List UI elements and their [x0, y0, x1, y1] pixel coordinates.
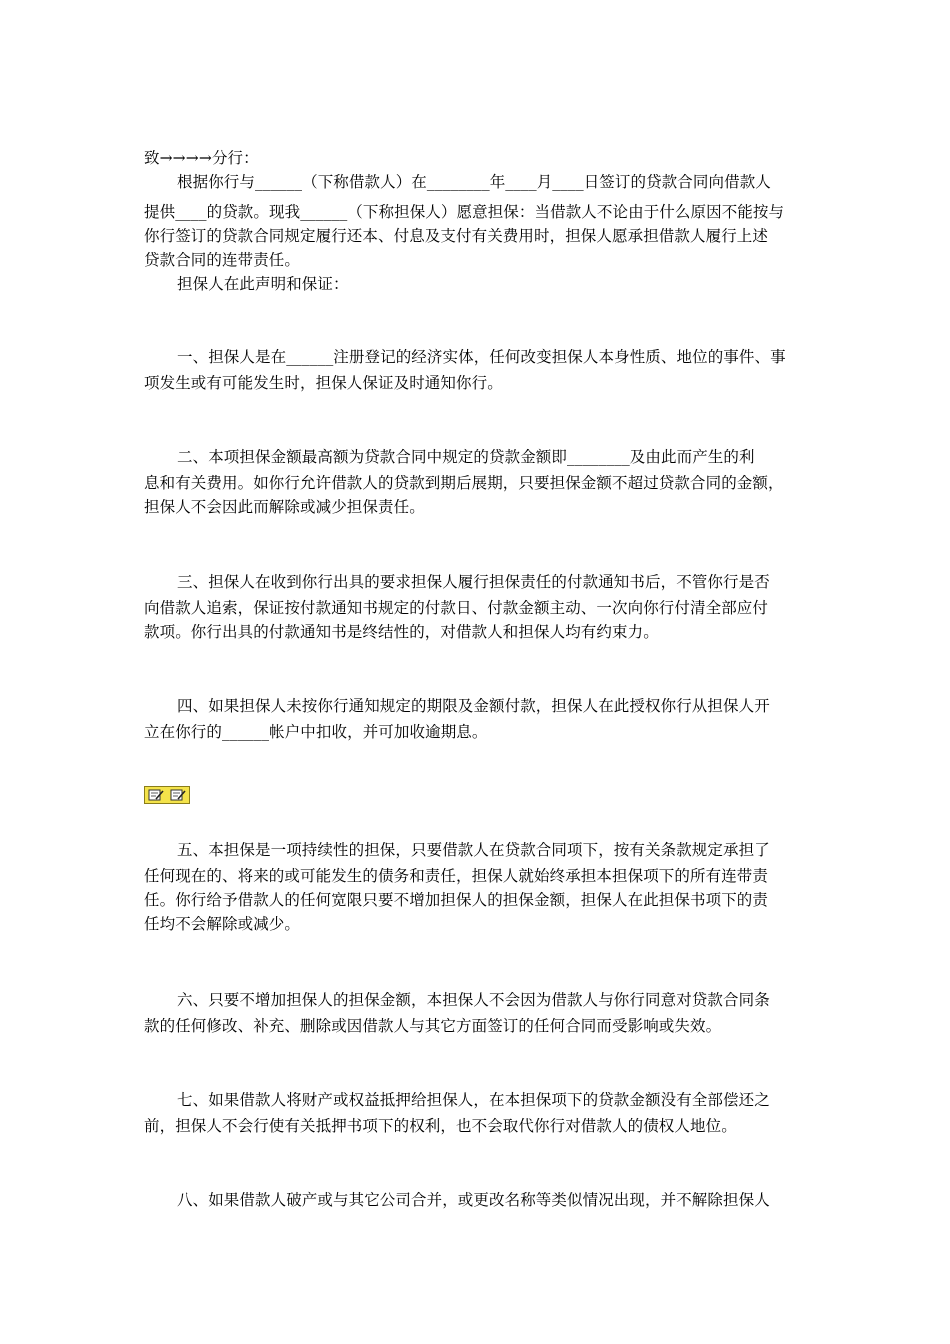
- intro-line-3: 你行签订的贷款合同规定履行还本、付息及支付有关费用时，担保人愿承担借款人履行上述: [144, 227, 769, 245]
- clause-8-line-1: 八、如果借款人破产或与其它公司合并，或更改名称等类似情况出现，并不解除担保人: [177, 1191, 770, 1209]
- clause-4-line-1: 四、如果担保人未按你行通知规定的期限及金额付款，担保人在此授权你行从担保人开: [177, 697, 770, 715]
- clause-2-line-2: 息和有关费用。如你行允许借款人的贷款到期后展期，只要担保金额不超过贷款合同的金额，: [144, 474, 784, 492]
- inline-icon-group[interactable]: [144, 786, 190, 804]
- clause-2-line-1: 二、本项担保金额最高额为贷款合同中规定的贷款金额即________及由此而产生的利: [177, 448, 755, 466]
- salutation: 致→→→→分行：: [144, 149, 259, 167]
- clause-7-line-1: 七、如果借款人将财产或权益抵押给担保人，在本担保项下的贷款金额没有全部偿还之: [177, 1091, 770, 1109]
- clause-3-line-2: 向借款人追索，保证按付款通知书规定的付款日、付款金额主动、一次向你行付清全部应付: [144, 599, 769, 617]
- clause-7-line-2: 前，担保人不会行使有关抵押书项下的权利，也不会取代你行对借款人的债权人地位。: [144, 1117, 737, 1135]
- clause-2-line-3: 担保人不会因此而解除或减少担保责任。: [144, 498, 425, 516]
- clause-3-line-3: 款项。你行出具的付款通知书是终结性的，对借款人和担保人均有约束力。: [144, 623, 659, 641]
- clause-6-line-2: 款的任何修改、补充、删除或因借款人与其它方面签订的任何合同而受影响或失效。: [144, 1017, 722, 1035]
- intro-line-2: 提供____的贷款。现我______（下称担保人）愿意担保：当借款人不论由于什么原因不能按与: [144, 203, 785, 221]
- declaration-heading: 担保人在此声明和保证：: [177, 275, 349, 293]
- clause-5-line-1: 五、本担保是一项持续性的担保，只要借款人在贷款合同项下，按有关条款规定承担了: [177, 841, 770, 859]
- intro-line-1: 根据你行与______（下称借款人）在________年____月____日签订的贷款合同向借款人: [177, 173, 771, 191]
- clause-1-line-2: 项发生或有可能发生时，担保人保证及时通知你行。: [144, 374, 503, 392]
- clause-6-line-1: 六、只要不增加担保人的担保金额，本担保人不会因为借款人与你行同意对贷款合同条: [177, 991, 770, 1009]
- clause-4-line-2: 立在你行的______帐户中扣收，并可加收逾期息。: [144, 723, 488, 741]
- clause-5-line-2: 任何现在的、将来的或可能发生的债务和责任，担保人就始终承担本担保项下的所有连带责: [144, 867, 769, 885]
- clause-5-line-3: 任。你行给予借款人的任何宽限只要不增加担保人的担保金额，担保人在此担保书项下的责: [144, 891, 769, 909]
- clause-5-line-4: 任均不会解除或减少。: [144, 915, 301, 933]
- intro-line-4: 贷款合同的连带责任。: [144, 251, 301, 269]
- clause-3-line-1: 三、担保人在收到你行出具的要求担保人履行担保责任的付款通知书后，不管你行是否: [177, 573, 770, 591]
- edit-note-icon[interactable]: [147, 788, 165, 802]
- edit-note-icon[interactable]: [169, 788, 187, 802]
- clause-1-line-1: 一、担保人是在______注册登记的经济实体，任何改变担保人本身性质、地位的事件、事: [177, 348, 786, 366]
